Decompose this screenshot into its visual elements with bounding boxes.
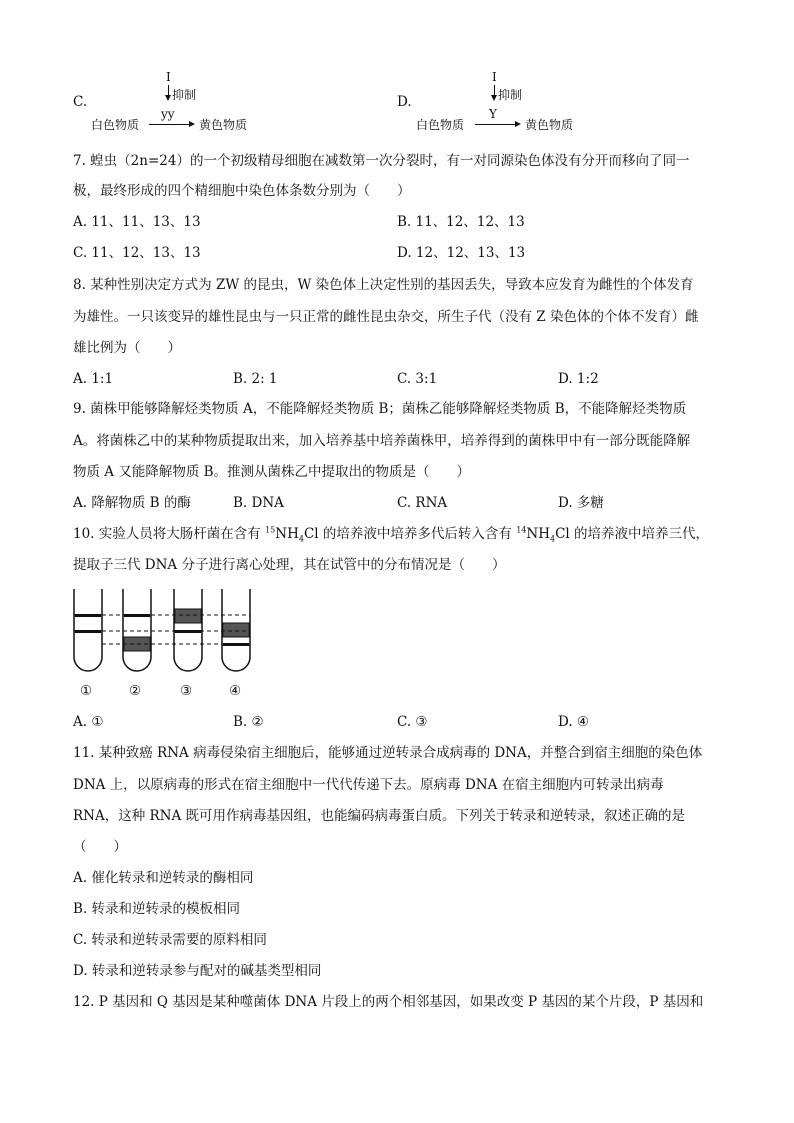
question-text: 提取子三代 DNA 分子进行离心处理，其在试管中的分布情况是（ ） — [73, 557, 506, 573]
option-b: B. ② — [233, 714, 264, 730]
question-text: （ ） — [73, 839, 127, 855]
down-arrow — [494, 85, 495, 99]
centrifuge-tubes-figure — [70, 585, 270, 685]
option-c: C. 3:1 — [397, 371, 438, 387]
gene-label: yy — [161, 107, 175, 121]
test-tube-1 — [74, 589, 102, 671]
inhibit-text: 抑制 — [498, 88, 523, 102]
option-c: C. RNA — [397, 495, 448, 511]
substrate-label: 白色物质 — [91, 118, 140, 132]
tube-label-1: ① — [80, 683, 93, 699]
option-d: D. 1:2 — [558, 371, 599, 387]
option-c: C. 转录和逆转录需要的原料相同 — [73, 932, 267, 948]
option-c: C. 11、12、13、13 — [73, 245, 201, 261]
question-text: 9. 菌株甲能够降解烃类物质 A，不能降解烃类物质 B；菌株乙能够降解烃类物质 B，不能降解烃类物质 — [73, 401, 687, 417]
question-text: 为雄性。一只该变异的雄性昆虫与一只正常的雌性昆虫杂交，所生子代（没有 Z 染色体的个体不发育）雌 — [73, 309, 699, 325]
tube-label-4: ④ — [229, 683, 242, 699]
question-text: 雄比例为（ ） — [73, 340, 181, 356]
product-label: 黄色物质 — [525, 118, 574, 132]
test-tube-4 — [222, 589, 250, 671]
option-a: A. 1:1 — [73, 371, 114, 387]
question-text: 12. P 基因和 Q 基因是某种噬菌体 DNA 片段上的两个相邻基因，如果改变 P 基因的某个片段，P 基因和 — [73, 994, 704, 1010]
question-text: 10. 实验人员将大肠杆菌在含有 $^{15}NH_4Cl$ 的培养液中培养多代后转入含有 $^{14}NH_4Cl$ 的培养液中培养三代， — [73, 525, 710, 544]
question-text: 极，最终形成的四个精细胞中染色体条数分别为（ ） — [73, 183, 411, 199]
question-text: 8. 某种性别决定方式为 ZW 的昆虫，W 染色体上决定性别的基因丢失，导致本应发育为雌性的个体发育 — [73, 277, 694, 293]
inhibitor-label: I — [166, 70, 171, 84]
question-text: RNA，这种 RNA 既可用作病毒基因组，也能编码病毒蛋白质。下列关于转录和逆转录，叙述正确的是 — [73, 808, 686, 824]
right-arrow — [149, 124, 193, 125]
inhibit-text: 抑制 — [172, 88, 197, 102]
option-b: B. 2: 1 — [233, 371, 278, 387]
option-b: B. DNA — [233, 495, 284, 511]
option-d: D. ④ — [558, 714, 590, 730]
option-d: D. 多糖 — [558, 495, 604, 511]
option-a: A. 降解物质 B 的酶 — [73, 495, 191, 511]
option-b: B. 转录和逆转录的模板相同 — [73, 901, 241, 917]
substrate-label: 白色物质 — [416, 118, 465, 132]
test-tube-3 — [174, 589, 202, 671]
right-arrow — [475, 124, 519, 125]
option-d: D. 转录和逆转录参与配对的碱基类型相同 — [73, 963, 322, 979]
option-d: D. 12、12、13、13 — [397, 245, 526, 261]
option-letter: D. — [397, 94, 412, 110]
tube-label-3: ③ — [180, 683, 193, 699]
option-letter: C. — [73, 94, 88, 110]
question-text: DNA 上，以原病毒的形式在宿主细胞中一代代传递下去。原病毒 DNA 在宿主细胞内可转录出病毒 — [73, 777, 664, 793]
question-text: 7. 蝗虫（2n=24）的一个初级精母细胞在减数第一次分裂时，有一对同源染色体没有分开而移向了同一 — [73, 153, 690, 169]
option-a: A. 催化转录和逆转录的酶相同 — [73, 870, 254, 886]
question-text: 11. 某种致癌 RNA 病毒侵染宿主细胞后，能够通过逆转录合成病毒的 DNA，并整合到宿主细胞的染色体 — [73, 745, 703, 761]
option-b: B. 11、12、12、13 — [397, 214, 525, 230]
inhibitor-label: I — [492, 70, 497, 84]
test-tube-2 — [123, 589, 151, 671]
down-arrow — [168, 85, 169, 99]
question-text: 物质 A 又能降解物质 B。推测从菌株乙中提取出的物质是（ ） — [73, 464, 471, 480]
product-label: 黄色物质 — [199, 118, 248, 132]
gene-label: Y — [489, 107, 497, 121]
question-text: A。将菌株乙中的某种物质提取出来，加入培养基中培养菌株甲，培养得到的菌株甲中有一部分既能降解 — [73, 433, 691, 449]
option-a: A. 11、11、13、13 — [73, 214, 201, 230]
option-a: A. ① — [73, 714, 104, 730]
option-c: C. ③ — [397, 714, 428, 730]
tube-label-2: ② — [129, 683, 142, 699]
